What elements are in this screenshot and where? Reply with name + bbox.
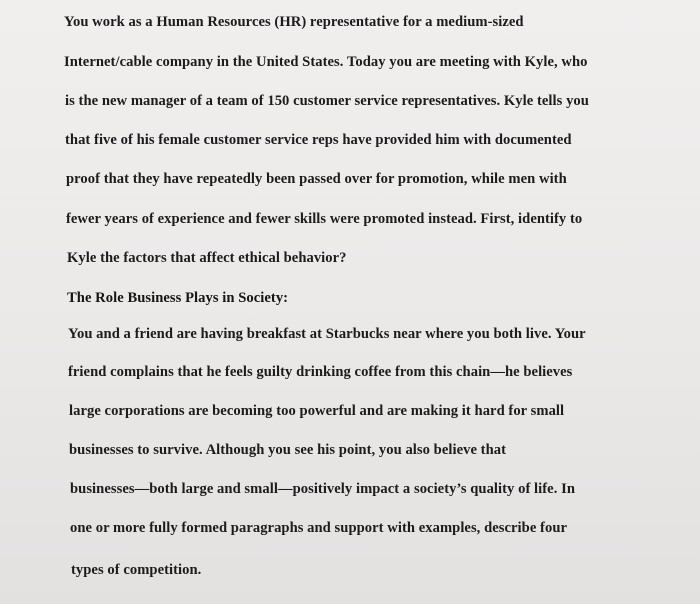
paragraph-1-line-4: that five of his female customer service reps have provided him with documented (65, 132, 572, 148)
paragraph-2-line-2: friend complains that he feels guilty drinking coffee from this chain—he believes (68, 364, 573, 380)
paragraph-2-line-1: You and a friend are having breakfast at Starbucks near where you both live. Your (68, 326, 586, 342)
paragraph-2-line-7: types of competition. (71, 562, 202, 578)
paragraph-1-line-1: You work as a Human Resources (HR) representative for a medium-sized (64, 14, 524, 30)
paragraph-2-line-4: businesses to survive. Although you see his point, you also believe that (69, 442, 507, 458)
paragraph-1-line-2: Internet/cable company in the United States. Today you are meeting with Kyle, who (64, 54, 588, 70)
section-heading: The Role Business Plays in Society: (67, 290, 289, 306)
paragraph-2-line-5: businesses—both large and small—positively impact a society’s quality of life. In (70, 481, 575, 497)
paragraph-1-line-3: is the new manager of a team of 150 customer service representatives. Kyle tells you (65, 93, 589, 109)
paragraph-2-line-6: one or more fully formed paragraphs and support with examples, describe four (70, 520, 568, 536)
paragraph-1-line-6: fewer years of experience and fewer skills were promoted instead. First, identify to (66, 211, 583, 227)
paragraph-2-line-3: large corporations are becoming too powerful and are making it hard for small (69, 403, 565, 419)
paragraph-1-line-5: proof that they have repeatedly been passed over for promotion, while men with (66, 171, 567, 187)
paragraph-1-line-7: Kyle the factors that affect ethical behavior? (67, 250, 347, 266)
